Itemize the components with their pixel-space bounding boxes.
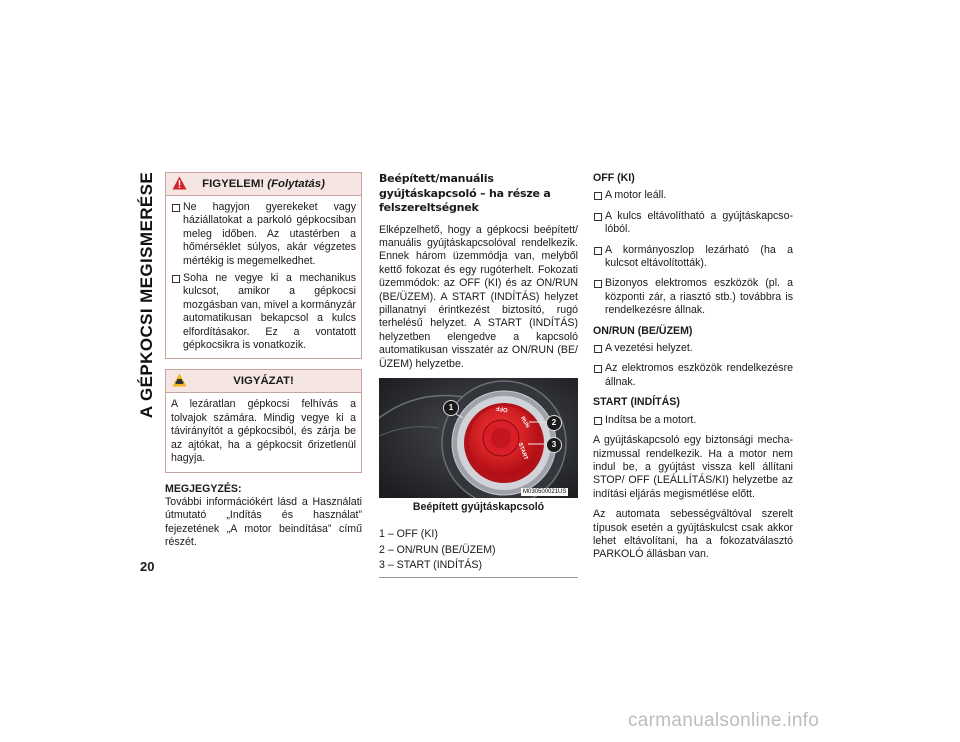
section-body: Elképzelhető, hogy a gépkocsi beépített/ manuális gyújtáskapcsolóval rendelkezik. Ennek három üzemmódja van, melyből kettő fokozat és egy rugóterhelt. Fokozati üzemmódok: az OFF (KI) és az ON/RUN (BE/ÜZEM). A START (INDÍTÁS) helyzet pillanatnyi érintkezést biztosító, rugó terhelésű helyzet. A START (INDÍTÁS) helyzetben elengedve a kapcsoló automatikusan visszatér az ON/RUN (BE/ ÜZEM) helyzetbe. xyxy=(379,223,578,370)
callout-2: 2 xyxy=(546,415,562,431)
left-column xyxy=(165,172,362,550)
off-group xyxy=(593,172,793,318)
note-title: MEGJEGYZÉS: xyxy=(165,482,242,495)
warning-item: Ne hagyjon gyerekeket vagy háziállatokat a parkoló gépkocsiban meleg időben. Az utastérben a hőmérséklet súlyos, akár végzetes mértékig is megemelkedhet. xyxy=(171,201,356,268)
start-group xyxy=(593,396,793,427)
section-heading: Beépített/manuális gyújtáskapcsoló – ha része a felszereltségnek xyxy=(379,172,551,214)
watermark-text: carmanualsonline.info xyxy=(628,710,820,731)
legend-item: 3 – START (INDÍTÁS) xyxy=(379,559,483,572)
off-item: A kulcs eltávolítható a gyújtáskapcsolóból. xyxy=(593,210,793,237)
caution-box-header xyxy=(166,370,361,393)
warning-title-text: FIGYELEM! xyxy=(202,178,265,190)
callout-1: 1 xyxy=(443,400,459,416)
legend-item: 1 – OFF (KI) xyxy=(379,528,438,541)
safety-paragraph: A gyújtáskapcsoló egy biztonsági mechanizmussal rendelkezik. Ha a motor nem indul be, a gyújtást vissza kell állítani STOP/ OFF (LEÁLLÍTÁS/KI) helyzetbe az indítási eljárás megismétlése előtt. xyxy=(593,434,793,500)
knob-label-start: START xyxy=(516,441,529,461)
ignition-switch-figure xyxy=(379,378,578,498)
run-list xyxy=(593,342,793,389)
warning-title-suffix: (Folytatás) xyxy=(267,178,325,190)
warning-item: Soha ne vegye ki a mechanikus kulcsot, amikor a gépkocsi mozgásban van, mivel a kormányzár automatikusan bekapcsol a kulcs elfordításakor. Ez a vontatott gépkocsikra is vonatkozik. xyxy=(171,272,356,352)
right-column xyxy=(593,172,793,569)
caution-box-title: VIGYÁZAT! xyxy=(233,375,294,388)
warning-box xyxy=(165,172,362,359)
chapter-side-title-text: A GÉPKOCSI MEGISMERÉSE xyxy=(137,171,156,419)
run-item: A vezetési helyzet. xyxy=(593,342,793,355)
caution-box-body xyxy=(166,393,361,471)
off-list xyxy=(593,189,793,317)
figure-code: M030500021US xyxy=(523,488,567,495)
start-item: Indítsa be a motort. xyxy=(593,414,793,427)
middle-column xyxy=(379,172,578,578)
run-group xyxy=(593,325,793,390)
off-title: OFF (KI) xyxy=(593,172,635,184)
knob-label-off: OFF xyxy=(495,404,509,413)
note-text: További információkért lásd a Használati útmutató „Indítás és használat” fejezetének „A motor beindítása” című részét. xyxy=(165,495,362,549)
knob-label-run: RUN xyxy=(518,415,531,429)
page-number: 20 xyxy=(140,559,155,574)
warning-box-title xyxy=(166,178,361,191)
off-item: A kormányoszlop lezárható (ha a kulcsot eltávolították). xyxy=(593,244,793,271)
figure-caption: Beépített gyújtáskapcsoló xyxy=(412,500,545,513)
warning-box-body xyxy=(166,196,361,358)
automatic-paragraph: Az automata sebességváltóval szerelt típusok esetén a gyújtáskulcst csak akkor lehet eltávolítani, ha a fokozatválasztó PARKOLÓ állásban van. xyxy=(593,508,793,561)
figure-legend xyxy=(379,528,578,577)
run-item: Az elektromos eszközök rendelkezésre állnak. xyxy=(593,362,793,389)
start-list xyxy=(593,414,793,427)
off-item: A motor leáll. xyxy=(593,189,793,202)
warning-box-header xyxy=(166,173,361,196)
warning-list xyxy=(171,201,356,352)
start-title: START (INDÍTÁS) xyxy=(593,396,680,409)
caution-text: A lezáratlan gépkocsi felhívás a tolvajok számára. Mindig vegye ki a távirányítót a gépkocsiból, és zárja be az ajtókat, ha a gépkocsit őrizetlenül hagyja. xyxy=(171,398,356,465)
run-title: ON/RUN (BE/ÜZEM) xyxy=(593,324,693,337)
caution-box xyxy=(165,369,362,472)
off-item: Bizonyos elektromos eszközök (pl. a központi zár, a riasztó stb.) továbbra is rendelkezésre állnak. xyxy=(593,277,793,317)
callout-3: 3 xyxy=(546,437,562,453)
chapter-side-title xyxy=(132,171,162,419)
legend-item: 2 – ON/RUN (BE/ÜZEM) xyxy=(379,543,496,556)
